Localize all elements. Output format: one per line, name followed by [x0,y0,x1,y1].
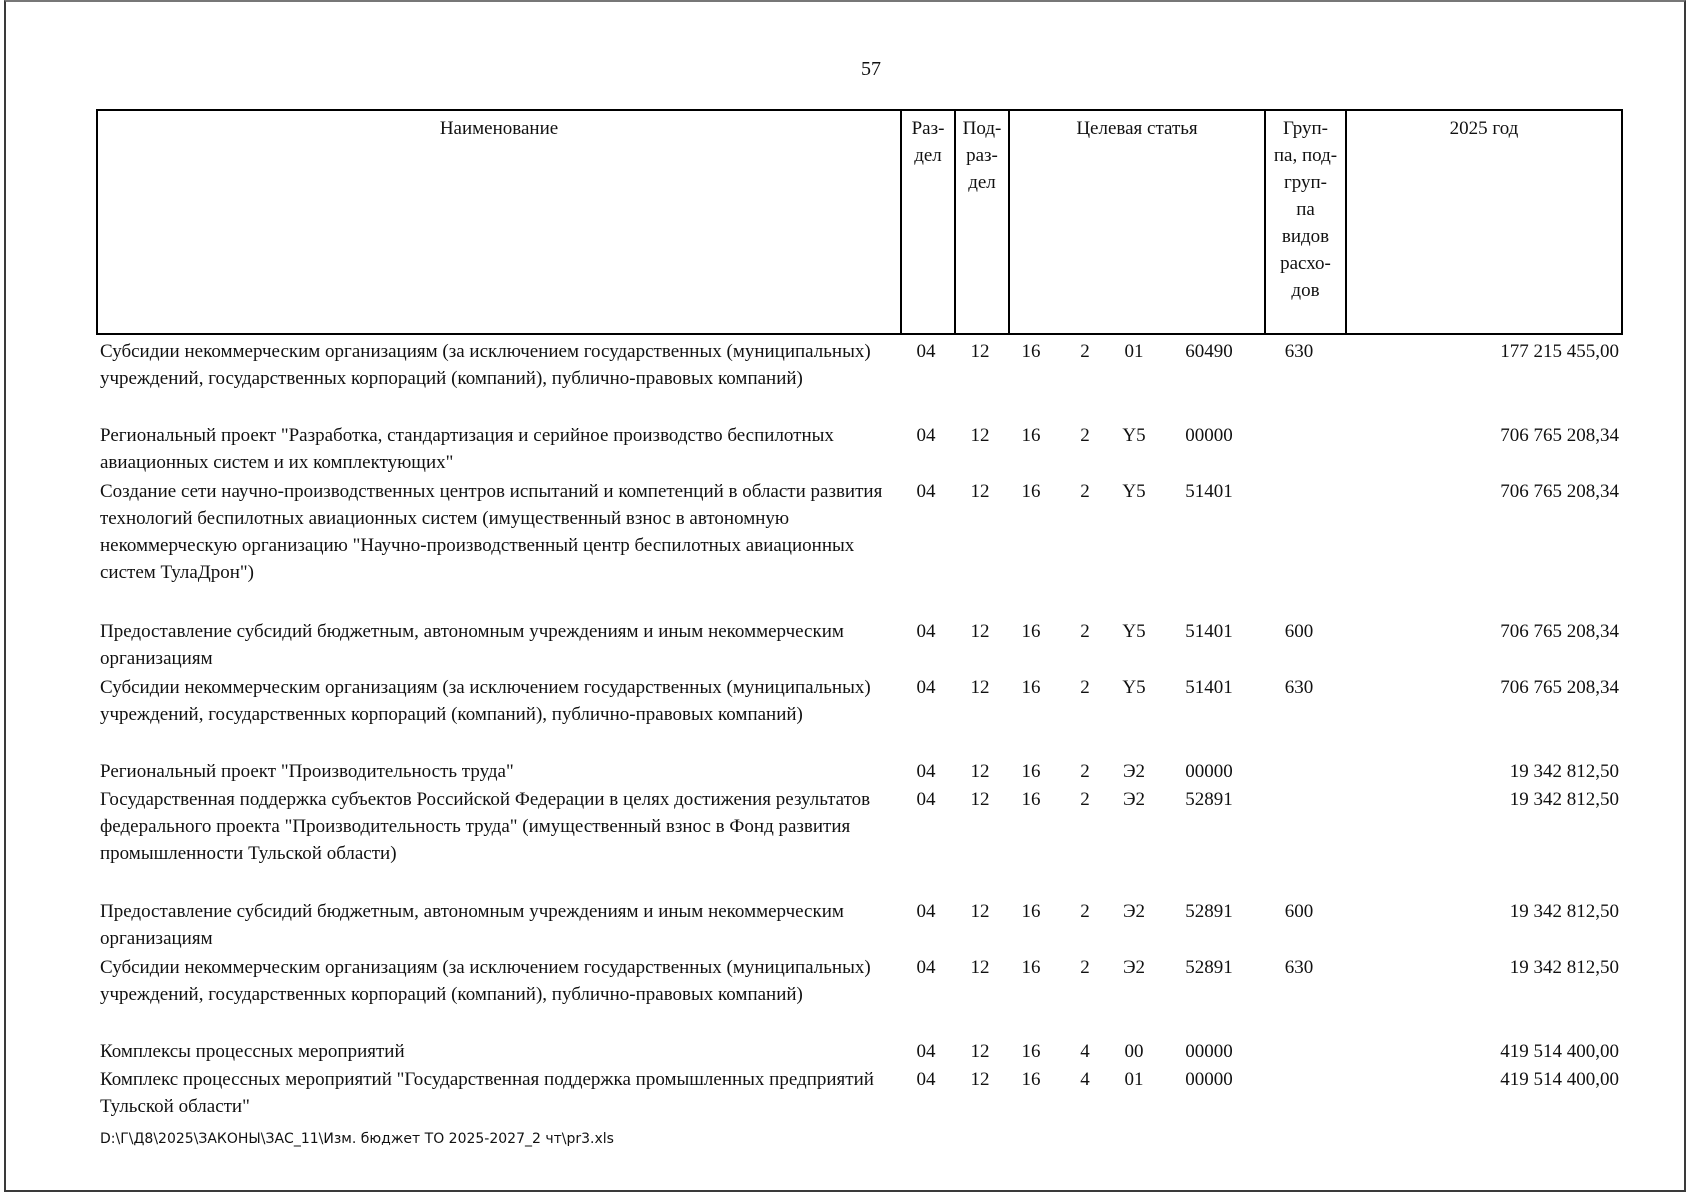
row-sum: 419 514 400,00 [1500,1069,1619,1090]
row-target-type: 2 [1080,341,1090,362]
row-name: Создание сети научно-производственных центров испытаний и компетенций в области развития технологий беспилотных авиационных систем (имущественный взнос в автономную некоммерческую организацию "Научно-производственный центр беспилотных авиационных систем ТулаДрон") [100,481,883,583]
row-sum: 706 765 208,34 [1500,481,1619,502]
row-sum: 19 342 812,50 [1509,761,1619,782]
row-razdel: 04 [916,677,936,698]
row-target-event: 01 [1124,341,1144,362]
row-podrazdel: 12 [970,957,990,978]
table-header [96,109,1623,335]
row-target-type: 2 [1080,425,1090,446]
header-vid-group: Груп- па, под- груп- па видов расхо- дов [1265,110,1346,334]
row-target-type: 2 [1080,789,1090,810]
row-target-event: Y5 [1122,677,1146,698]
row-sum: 706 765 208,34 [1500,425,1619,446]
header-target-article: Целевая статья [1009,110,1265,334]
row-podrazdel: 12 [970,761,990,782]
row-podrazdel: 12 [970,481,990,502]
row-vid-group: 630 [1284,677,1314,698]
row-sum: 19 342 812,50 [1509,957,1619,978]
row-target-program: 16 [1021,425,1041,446]
row-vid-group: 600 [1284,901,1314,922]
row-razdel: 04 [916,761,936,782]
row-vid-group: 600 [1284,621,1314,642]
row-target-direction: 51401 [1185,621,1233,642]
row-target-type: 2 [1080,957,1090,978]
row-target-program: 16 [1021,677,1041,698]
row-target-direction: 00000 [1185,1069,1233,1090]
row-vid-group: 630 [1284,957,1314,978]
row-target-direction: 51401 [1185,481,1233,502]
row-target-event: 00 [1124,1041,1144,1062]
header-podrazdel: Под- раз- дел [955,110,1009,334]
row-podrazdel: 12 [970,621,990,642]
row-target-event: 01 [1124,1069,1144,1090]
row-sum: 19 342 812,50 [1509,901,1619,922]
file-path: D:\Г\Д8\2025\ЗАКОНЫ\ЗАС_11\Изм. бюджет ТО 2025-2027_2 чт\pr3.xls [100,1131,614,1147]
row-target-direction: 52891 [1185,789,1233,810]
row-target-direction: 52891 [1185,957,1233,978]
row-target-event: Э2 [1122,789,1146,810]
row-podrazdel: 12 [970,677,990,698]
row-name: Предоставление субсидий бюджетным, автономным учреждениям и иным некоммерческим организациям [100,621,844,669]
header-year: 2025 год [1346,110,1622,334]
row-podrazdel: 12 [970,1069,990,1090]
row-target-event: Э2 [1122,901,1146,922]
row-name: Региональный проект "Разработка, стандартизация и серийное производство беспилотных авиационных систем и их комплектующих" [100,425,834,473]
row-target-type: 2 [1080,901,1090,922]
row-target-program: 16 [1021,901,1041,922]
row-target-type: 2 [1080,621,1090,642]
row-sum: 419 514 400,00 [1500,1041,1619,1062]
row-razdel: 04 [916,425,936,446]
row-target-program: 16 [1021,1069,1041,1090]
row-target-event: Y5 [1122,621,1146,642]
row-target-direction: 52891 [1185,901,1233,922]
row-name: Субсидии некоммерческим организациям (за исключением государственных (муниципальных) учреждений, государственных корпораций (компаний), публично-правовых компаний) [100,957,871,1005]
row-target-direction: 00000 [1185,1041,1233,1062]
row-name: Субсидии некоммерческим организациям (за исключением государственных (муниципальных) учреждений, государственных корпораций (компаний), публично-правовых компаний) [100,677,871,725]
row-sum: 19 342 812,50 [1509,789,1619,810]
row-target-program: 16 [1021,621,1041,642]
row-razdel: 04 [916,481,936,502]
row-target-program: 16 [1021,789,1041,810]
row-target-type: 4 [1080,1041,1090,1062]
row-name: Предоставление субсидий бюджетным, автономным учреждениям и иным некоммерческим организациям [100,901,844,949]
row-target-program: 16 [1021,481,1041,502]
row-podrazdel: 12 [970,789,990,810]
header-name: Наименование [439,118,559,139]
row-target-program: 16 [1021,341,1041,362]
row-target-type: 2 [1080,481,1090,502]
row-razdel: 04 [916,341,936,362]
row-target-direction: 00000 [1185,761,1233,782]
row-target-event: Э2 [1122,957,1146,978]
row-target-direction: 60490 [1185,341,1233,362]
row-target-type: 2 [1080,677,1090,698]
row-target-direction: 00000 [1185,425,1233,446]
row-sum: 706 765 208,34 [1500,677,1619,698]
row-razdel: 04 [916,1041,936,1062]
row-target-type: 4 [1080,1069,1090,1090]
row-target-program: 16 [1021,957,1041,978]
row-target-direction: 51401 [1185,677,1233,698]
row-sum: 706 765 208,34 [1500,621,1619,642]
row-vid-group: 630 [1284,341,1314,362]
row-podrazdel: 12 [970,425,990,446]
header-razdel: Раз- дел [901,110,955,334]
row-razdel: 04 [916,957,936,978]
row-razdel: 04 [916,901,936,922]
row-target-program: 16 [1021,761,1041,782]
row-name: Государственная поддержка субъектов Российской Федерации в целях достижения результатов федерального проекта "Производительность труда" (имущественный взнос в Фонд развития промышленности Тульской области) [100,789,871,864]
row-target-event: Y5 [1122,481,1146,502]
row-podrazdel: 12 [970,341,990,362]
row-name: Комплекс процессных мероприятий "Государственная поддержка промышленных предприятий Тульской области" [100,1069,874,1117]
row-podrazdel: 12 [970,1041,990,1062]
row-name: Комплексы процессных мероприятий [100,1041,405,1062]
row-name: Региональный проект "Производительность труда" [100,761,514,782]
row-podrazdel: 12 [970,901,990,922]
row-target-event: Э2 [1122,761,1146,782]
row-razdel: 04 [916,789,936,810]
row-sum: 177 215 455,00 [1500,341,1619,362]
page-number: 57 [861,58,881,80]
row-target-program: 16 [1021,1041,1041,1062]
row-target-type: 2 [1080,761,1090,782]
row-razdel: 04 [916,621,936,642]
row-target-event: Y5 [1122,425,1146,446]
row-name: Субсидии некоммерческим организациям (за исключением государственных (муниципальных) учреждений, государственных корпораций (компаний), публично-правовых компаний) [100,341,871,389]
row-razdel: 04 [916,1069,936,1090]
